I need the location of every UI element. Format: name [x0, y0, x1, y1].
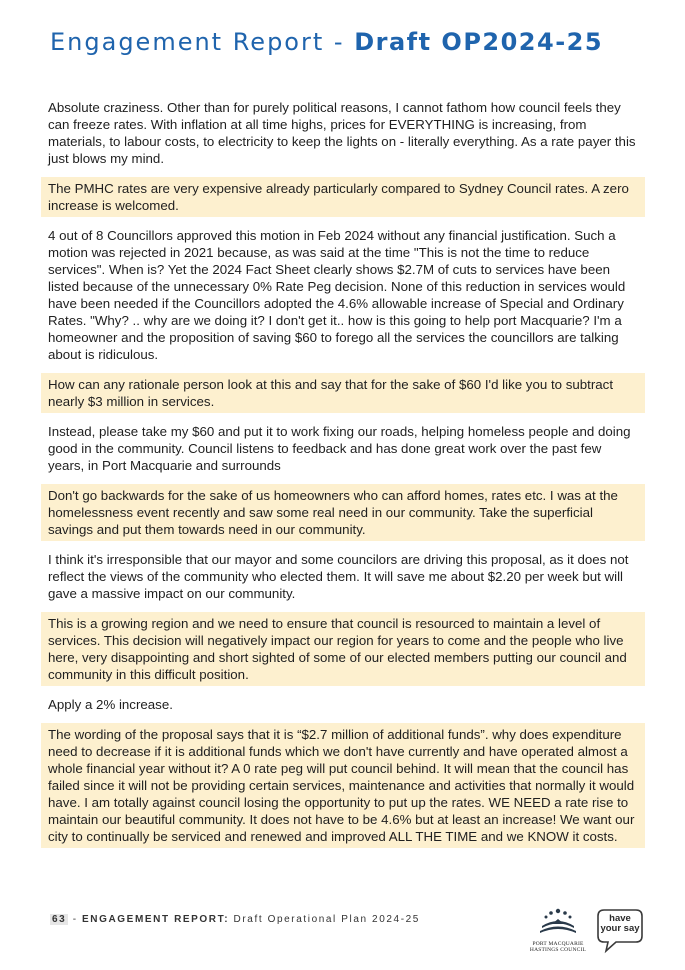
footer-subtitle: Draft Operational Plan 2024-25: [229, 914, 420, 925]
comment-item: The wording of the proposal says that it is “$2.7 million of additional funds”. why does expenditure need to decrease if it is additional funds which we don't have currently and have operated almost a whole financial year without it? A 0 rate peg will put council behind. It will mean that the council has failed since it will not be providing certain services, maintenance and activities that normally it would have. I am totally against council losing the opportunity to put up the rates. WE NEED a rate rise to maintain our beautiful community. It does not have to be 4.6% but at least an increase! We want our city to continually be serviced and renewed and improved ALL THE TIME and we KNOW it costs.: [41, 723, 645, 848]
comment-item: Don't go backwards for the sake of us homeowners who can afford homes, rates etc. I was at the homelessness event recently and saw some real need in our community. Take the superficial savings and put them towards need in our community.: [41, 484, 645, 541]
badge-text: [596, 914, 644, 934]
footer-separator: -: [68, 914, 83, 925]
logo-line1: PORT MACQUARIE: [532, 941, 584, 947]
badge-line2: your say: [600, 923, 640, 934]
page-number: 63: [52, 914, 67, 925]
council-logo: [526, 906, 590, 953]
footer-label: ENGAGEMENT REPORT:: [82, 914, 230, 925]
page-title: [50, 28, 603, 56]
badge-line1: have: [609, 913, 631, 924]
have-your-say-badge: [596, 908, 644, 954]
logo-line2: HASTINGS COUNCIL: [529, 947, 587, 953]
comment-list: [41, 96, 645, 855]
comment-item: 4 out of 8 Councillors approved this motion in Feb 2024 without any financial justification. Such a motion was rejected in 2021 because, as was said at the time "This is not the time to reduce services". When is? Yet the 2024 Fact Sheet clearly shows $2.7M of cuts to services have been listed because of the unnecessary 0% Rate Peg decision. None of this reduction in services would have been needed if the Councillors adopted the 4.6% allowable increase of Special and Ordinary Rates. "Why? .. why are we doing it? I don't get it.. how is this going to help port Macquarie? I'm a homeowner and the proposition of saving $60 to forego all the services the councillors are talking about is ridiculous.: [48, 228, 626, 362]
comment-item: I think it's irresponsible that our mayor and some councilors are driving this proposal, as it does not reflect the views of the community who elected them. It will save me about $2.20 per week but will gave a massive impact on our community.: [48, 552, 629, 601]
comment-item: How can any rationale person look at this and say that for the sake of $60 I'd like you to subtract nearly $3 million in services.: [41, 373, 645, 413]
council-emblem-icon: [538, 906, 578, 936]
comment-item: This is a growing region and we need to ensure that council is resourced to maintain a level of services. This decision will negatively impact our region for years to come and the people who live here, very disappointing and short sighted of some of our elected members putting our council and community in this difficult position.: [41, 612, 645, 686]
comment-item: Instead, please take my $60 and put it to work fixing our roads, helping homeless people and doing good in the community. Council listens to feedback and has done great work over the past few years, in Port Macquarie and surrounds: [48, 424, 631, 473]
title-bold: Draft OP2024-25: [354, 28, 604, 56]
comment-item: Absolute craziness. Other than for purely political reasons, I cannot fathom how council feels they can freeze rates. With inflation at all time highs, prices for EVERYTHING is increasing, from materials, to labour costs, to electricity to keep the lights on - literally everything. As a rate payer this just blows my mind.: [48, 100, 636, 166]
comment-item: Apply a 2% increase.: [48, 697, 173, 712]
title-regular: Engagement Report -: [50, 28, 355, 56]
comment-item: The PMHC rates are very expensive already particularly compared to Sydney Council rates. A zero increase is welcomed.: [41, 177, 645, 217]
footer: [50, 914, 420, 925]
